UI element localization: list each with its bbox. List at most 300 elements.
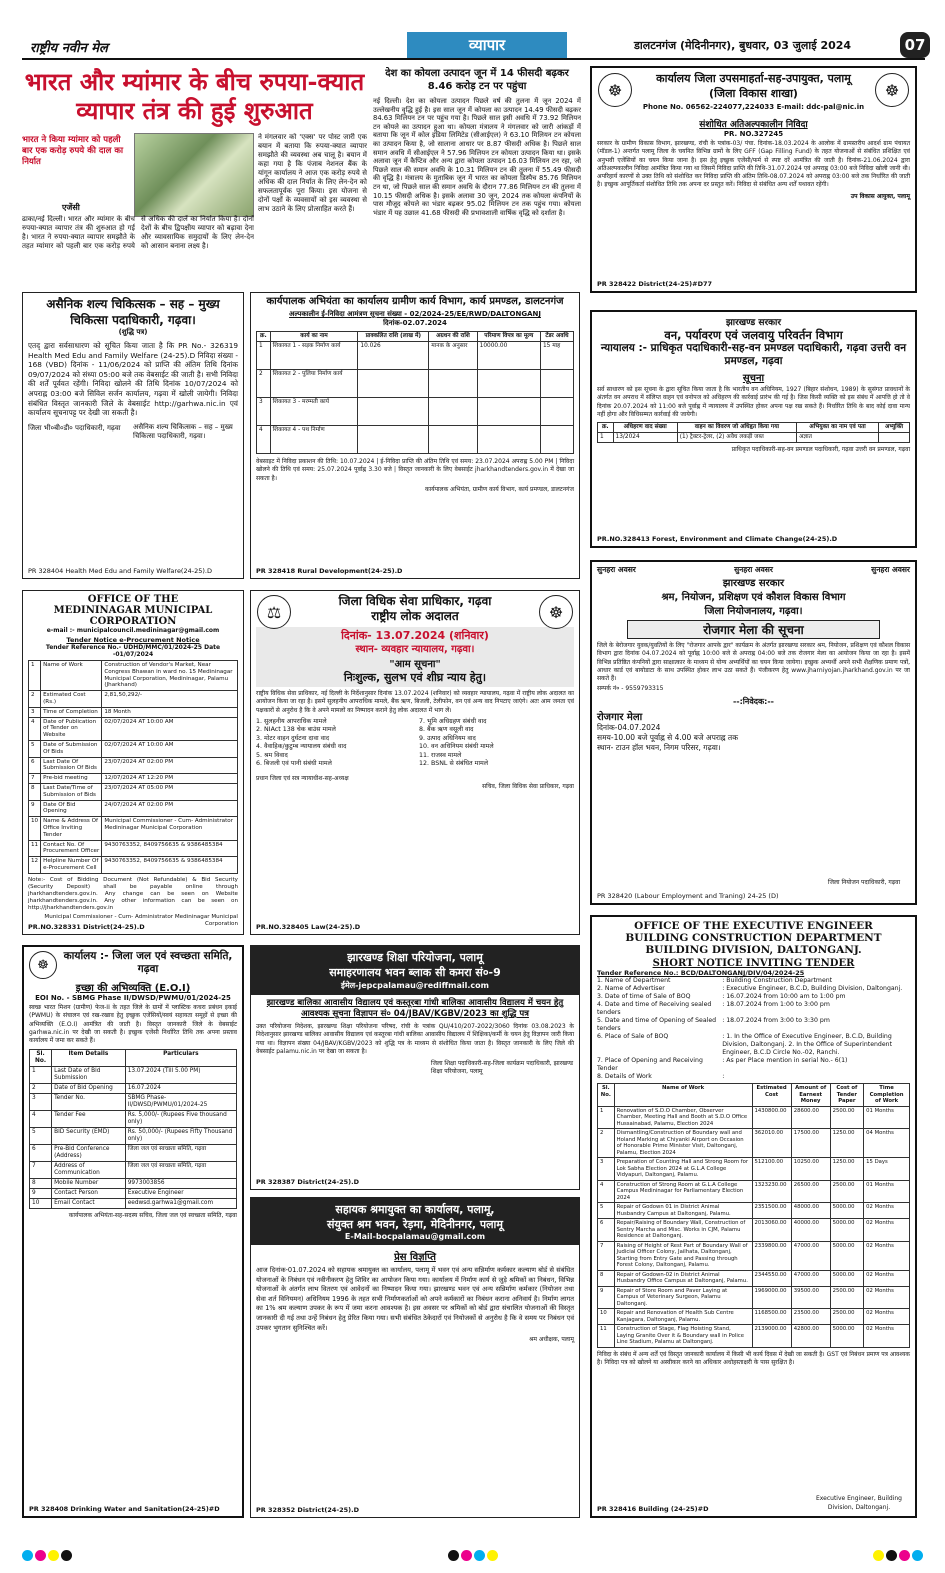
cell: 2344550.00 [752,1270,791,1286]
cell: Last Date Of Submission Of Bids [41,757,102,774]
labour-notice [250,1197,580,1518]
col-header: अभियुक्त का नाम एवं पता [797,423,879,433]
cell: 02 Months [864,1203,910,1219]
cell: 1323230.00 [752,1180,791,1203]
cell: Last Date/Time of Submission of Bids [41,783,102,800]
cell: 5 [29,740,41,757]
legal-title-2: राष्ट्रीय लोक अदालत [371,609,459,623]
municipal-notice [22,590,244,935]
legal-title-1: जिला विधिक सेवा प्राधिकार, गढ़वा [338,594,492,608]
cell: 02 Months [864,1325,910,1348]
coal-headline: देश का कोयला उत्पादन जून में 14 फीसदी बढ़कर 8.46 करोड़ टन पर पहुंचा [385,68,569,92]
cell: 2351500.00 [752,1203,791,1219]
rural-works-notice [250,292,580,579]
ddc-contact: Phone No. 06562-224077,224033 E-mail: ddc-pal@nic.in [642,103,865,111]
cell: 4 [29,717,41,740]
cell: Time of Completion [41,707,102,717]
lead-agency: एजेंसी [62,203,80,212]
scales-icon: ⚖ [257,595,291,629]
muni-ref: Tender Reference No.- UDHD/MMC/01/2024-25 Date -01/07/2024 [45,644,221,658]
cell: 3 [29,707,41,717]
cell: 12 [29,857,41,874]
info-value: : [722,1073,725,1080]
cell [429,370,477,398]
table-row [29,740,238,757]
cell: शिकायत 1 - सड़क निर्माण कार्य [270,342,358,370]
legal-list [256,718,574,769]
table-row [598,1129,910,1158]
col-header: क्र. [598,423,614,433]
table-row [257,398,574,426]
lead-highlight [22,135,130,193]
ddc-heading: संशोधित अतिअल्पकालीन निविदा [699,120,808,130]
col-header: Time Completion of Work [864,1084,910,1107]
cell: 48000.00 [791,1203,830,1219]
cell: BID Security (EMD) [52,1128,126,1145]
cell: 5000.00 [830,1203,864,1219]
info-label: 5. Date and time of Opening of Sealed tenders [597,1017,717,1032]
cell: Repair/Raising of Boundary Wall, Construction of Sentry Marcha and Misc. Works in CJM, Palamu Residence at Daltonganj. [614,1219,752,1242]
cell: Date Of Bid Opening [41,800,102,817]
col-header: Amount of Earnest Money [791,1084,830,1107]
legal-banner [256,627,574,687]
forest-sign: प्राधिकृत पदाधिकारी-सह-वन प्रमण्डल पदाधिकारी, गढ़वा उत्तरी वन प्रमण्डल, गढ़वा [731,446,910,454]
cell: Repair of Godown 01 in District Animal Husbandry Campus at Daltonganj, Palamu. [614,1203,752,1219]
info-label: 2. Name of Advertiser [597,985,665,992]
info-value: : 1. In the Office of Executive Engineer, B.C.D, Building Division, Daltonganj. 2. In the Office of Superintendent Engineer, B.C.D Circle No.-02, Ranchi. [722,1033,893,1056]
legal-sign-2: सचिव, जिला विधिक सेवा प्राधिकार, गढ़वा [482,783,574,791]
legal-body: राष्ट्रीय विधिक सेवा प्राधिकार, नई दिल्ली के निर्देशानुसार दिनांक 13.07.2024 (शनिवार) को व्यवहार न्यायालय, गढ़वा में राष्ट्रीय लोक अदालत का आयोजन किया जा रहा है। इसमें सुलहनीय आपराधिक मामले, बैंक ऋण, बिजली, टेलीफोन, वन एवं अन्य वाद निपटाए जाएंगे। अतः आम जनता एवं पक्षकारों से अनुरोध है कि वे अपने मामलों का निष्पादन कराने हेतु लोक अदालत में भाग लें। [256,690,574,714]
water-body: स्वच्छ भारत मिशन (ग्रामीण) फेज-II के तहत जिले के ग्रामों में प्लास्टिक कचरा प्रबंधन इकाई (PWMU) के संचालन एवं रख-रखाव हेतु इच्छुक एजेंसियों/स्वयं सहायता समूहों से इच्छा की अभिव्यक्ति (E.O.I) आमंत्रित की जाती है। विस्तृत जानकारी जिले के वेबसाईट garhwa.nic.in पर देखी जा सकती है। इच्छुक एजेंसी निर्धारित तिथि तक अपना प्रस्ताव कार्यालय में जमा कर सकते हैं। [29,1004,237,1045]
table-row [30,1145,237,1162]
cell: 11 [598,1325,615,1348]
ddc-body: सरकार के ग्रामीण विकास विभाग, झारखण्ड, रांची के पत्रांक-03/ पंचा. दिनांक-18.03.2024 के आलोक में ग्रामस्तरीय आदर्श ग्राम पंचायत (मॉडल-1) अन्तर्गत पलामू जिला के चयनित विभिन्न ग्रामों के लिए GFF (Gap Filling Fund) के तहत योजनाओं से संबंधित प्रशिक्षित एवं अनुभवी एजेंसियों का चयन किया जाना है। इस हेतु इच्छुक एजेंसी/फर्म से स्पष्ट दरें आमंत्रित की जाती है। दिनांक-21.06.2024 द्वारा अतिअल्पकालीन निविदा आमंत्रित किया गया था जिसमें निविदा प्राप्ति की तिथि-31.07.2024 एवं अपराह्न 03:00 बजे निविदा खोली जानी थी। अपरिहार्य कारणों से उक्त तिथि को संशोधित कर निविदा प्राप्ति की अंतिम तिथि-08.07.2024 को अपराह्न 03:00 बजे तक निर्धारित की जाती है। इच्छुक आपूर्तिकर्ता संशोधित तिथि तक अपना दर प्रस्तुत करें। निविदा से संबंधित अन्य शर्तें यथावत रहेंगी। [597,140,910,189]
ddc-sign: उप विकास आयुक्त, पलामू [850,192,910,200]
civil-sign-1: जिला भी०बी०डी० पदाधिकारी, गढ़वा [28,423,121,432]
cell: 5 [598,1203,615,1219]
cell: 6 [30,1145,52,1162]
cell: Name & Address Of Office Inviting Tender [41,817,102,840]
cell: Repair of Store Room and Paver Laying at Campus of Veterinary Surgeon, Palamu Daltonganj. [614,1286,752,1309]
rural-sign: कार्यपालक अभियंता, ग्रामीण कार्य विभाग, कार्य प्रमण्डल, डालटनगंज [424,485,574,493]
cell [477,398,540,426]
edu-header [251,946,579,995]
list-item: 10. वन अधिनियम संबंधी मामले [419,743,494,751]
cell: 5000.00 [830,1270,864,1286]
cell: 1168500.00 [752,1309,791,1325]
cell: 9430763352, 8409756635 & 9386485384 [102,840,238,857]
info-label: 4. Date and time of Receiving sealed tenders [597,1001,712,1016]
cell: 7 [29,774,41,784]
cell: 2339800.00 [752,1241,791,1270]
cell: Preparation of Counting Hall and Strong Room for Lok Sabha Election 2024 at G.L.A College Vidyapuri, Daltonganj, Palamu. [614,1158,752,1181]
table-row [29,717,238,740]
water-sign: कार्यपालक अभियंता-सह-सदस्य सचिव, जिला जल एवं स्वच्छता समिति, गढ़वा [68,1212,237,1220]
cell: 2013060.00 [752,1219,791,1242]
cell: 13.07.2024 (Till 5.00 PM) [125,1067,236,1084]
cell: 5 [30,1128,52,1145]
cell: Pre-Bid Conference (Address) [52,1145,126,1162]
emblem-icon: ☸ [875,73,909,107]
cell: 9430763352, 8409756635 & 9386485384 [102,857,238,874]
cell: 7 [30,1162,52,1179]
cell: 10 [29,817,41,840]
col-header: परिमाण विपत्र का मूल्य [477,332,540,342]
table-row [30,1189,237,1199]
table-row [29,707,238,717]
legal-slogan: निःशुल्क, सुलभ एवं शीघ्र न्याय हेतु। [343,671,487,684]
list-item: 2. NIAct 138 चेक बाउंस मामले [256,726,336,734]
rozgar-title-3: जिला नियोजनालय, गढ़वा। [704,606,803,617]
forest-pr: PR.NO.328413 Forest, Environment and Climate Change(24-25).D [597,535,838,543]
cell: Estimated Cost (Rs.) [41,691,102,708]
ddc-notice [590,66,917,293]
rozgar-heading: रोजगार मेला की सूचना [627,620,880,639]
info-line [597,1057,910,1073]
education-notice [250,945,580,1190]
muni-title-2: MEDININAGAR MUNICIPAL CORPORATION [53,605,213,627]
cell: जिला जल एवं स्वच्छता समिति, गढ़वा [125,1162,236,1179]
cell: 2139000.00 [752,1325,791,1348]
cell [358,398,429,426]
legal-pr: PR.NO.328405 Law(24-25).D [256,923,361,931]
info-value: : 18.07.2024 from 1:00 to 3:00 pm [722,1001,830,1008]
cell: 47000.00 [791,1241,830,1270]
bcd-heading: SHORT NOTICE INVITING TENDER [652,958,855,969]
cell: 2 [257,370,271,398]
cell: 02 Months [864,1219,910,1242]
forest-table [597,422,910,443]
cell: Construction of Stage, Flag Hoisting Stand, Laying Granite Over it & Boundary wall in Police Line Stadium, Palamu at Daltonganj. [614,1325,752,1348]
cell [429,426,477,454]
rozgar-sign: जिला नियोजन पदाधिकारी, गढ़वा [827,878,901,886]
col-header: क्र. [257,332,271,342]
table-row [598,1106,910,1129]
civil-sign-2: असैनिक शल्य चिकित्सक – सह – मुख्य चिकित्सा पदाधिकारी, गढ़वा। [133,422,233,440]
table-row [30,1084,237,1094]
table-row [30,1128,237,1145]
table-row [598,1309,910,1325]
table-row [30,1067,237,1084]
col-header: Sl. No. [598,1084,615,1107]
cell: eedwsd.garhwa1@gmail.com [125,1199,236,1209]
rural-date: दिनांक-02.07.2024 [383,319,447,327]
legal-aam: "आम सूचना" [389,659,441,670]
cell: 1969000.00 [752,1286,791,1309]
rural-table [256,331,574,454]
dateline: डालटनगंज (मेदिनीनगर), बुधवार, 03 जुलाई 2024 [634,39,852,52]
cell: 8 [598,1270,615,1286]
edu-pr: PR 328387 District(24-25).D [256,1178,360,1186]
cell: 10.026 [358,342,429,370]
info-value: : Building Construction Department [722,977,833,984]
labour-body: आज दिनांक-01.07.2024 को सहायक श्रमायुक्त का कार्यालय, पलामू में भवन एवं अन्य सन्निर्माण कर्मकार कल्याण बोर्ड से संबंधित योजनाओं के निबंधन एवं नवीनीकरण हेतु शिविर का आयोजन किया गया। कार्यालय में निर्माण कार्य से जुड़े श्रमिकों का निबंधन, विभिन्न योजनाओं के अंतर्गत लाभ वितरण एवं आवेदनों का निष्पादन किया गया। झारखण्ड भवन एवं अन्य सन्निर्माण कर्मकार (नियोजन तथा सेवा शर्त विनियमन) अधिनियम 1996 के तहत सभी निर्माणकर्ताओं को अपने कर्मकारों का निबंधन कराना अनिवार्य है। निर्माण लागत का 1% श्रम कल्याण उपकर के रूप में जमा करना आवश्यक है। इस अवसर पर श्रमिकों को बोर्ड द्वारा संचालित योजनाओं की विस्तृत जानकारी दी गई तथा उन्हें निबंधन हेतु प्रेरित किया गया। सभी संबंधित ठेकेदारों एवं नियोजकों से अनुरोध है कि वे समय पर निबंधन एवं उपकर भुगतान सुनिश्चित करें। [256,1266,574,1332]
col-header: Name of Work [614,1084,752,1107]
cell: 13/2024 [613,433,677,443]
muni-email: e-mail :- municipalcouncil.medininagar@gmail.com [46,627,220,634]
table-row [257,342,574,370]
list-item: 1. सुलहनीय आपराधिक मामले [256,717,327,725]
info-value: : 18.07.2024 from 3:00 to 3:30 pm [722,1017,830,1024]
water-heading: इच्छा की अभिव्यक्ति (E.O.I) [75,983,191,994]
cell: 10250.00 [791,1158,830,1181]
lead-body-1: ढाका/नई दिल्ली। भारत और म्यांमार के बीच रुपया-क्यात व्यापार तंत्र की शुरुआत हो गई है। भारत ने रुपया-क्यात व्यापार समझौते के तहत म्यांमार को पहली बार एक करोड़ रुपये से अधिक की दालें का निर्यात किया है। दोनों देशों के बीच द्विपक्षीय व्यापार को बढ़ावा देना और व्यावसायिक समुदायों के लिए लेन-देन को आसान बनाना लक्ष्य है। [22,215,254,250]
bcd-ref: Tender Reference No.: BCD/DALTONGANJ/DIV/04/2024-25 [597,969,805,977]
table-row [29,857,238,874]
cell: 10 [598,1309,615,1325]
cell: 15 Days [864,1158,910,1181]
cell: Contact Person [52,1189,126,1199]
rural-pr: PR 328418 Rural Development(24-25).D [256,567,403,575]
bcd-title-2: BUILDING CONSTRUCTION DEPARTMENT [625,932,882,944]
rural-title: कार्यपालक अभियंता का कार्यालय ग्रामीण कार्य विभाग, कार्य प्रमण्डल, डालटनगंज [266,296,564,307]
cell: Date of Submission Of Bids [41,740,102,757]
cell: 4 [30,1111,52,1128]
table-header-row [257,332,574,342]
cell: Name of Work [41,661,102,691]
cell: 40000.00 [791,1219,830,1242]
cell: 01 Months [864,1180,910,1203]
cell: 02/07/2024 AT 10:00 AM [102,740,238,757]
page-number: 07 [900,32,930,58]
info-line [597,993,910,1001]
edu-title-2: समाहरणालय भवन ब्लाक सी कमरा सं०-9 [329,966,501,979]
labour-sign: श्रम अधीक्षक, पलामू [529,1336,574,1344]
cell: (1) ट्रैक्टर-ट्रेलर, (2) अवैध लकड़ी जब्त [677,433,796,443]
table-row [29,800,238,817]
table-row [598,433,910,443]
cell: 2500.00 [830,1180,864,1203]
cell: Rs. 50,000/- (Rupees Fifty Thousand only) [125,1128,236,1145]
cell: 02 Months [864,1241,910,1270]
list-item: 3. मोटर वाहन दुर्घटना दावा वाद [256,734,330,742]
labour-pr: PR 328352 District(24-25).D [256,1506,360,1514]
table-row [29,661,238,691]
rozgar-notice [590,560,917,905]
mela-place: स्थान- टाउन हॉल भवन, निगम परिसर, गढ़वा। [597,742,721,752]
col-header: अधिहरण वाद संख्या [613,423,677,433]
forest-heading: सूचना [742,373,765,384]
list-item: 6. बिजली एवं पानी संबंधी मामले [256,760,332,768]
cell: 3 [257,398,271,426]
cell: 9 [598,1286,615,1309]
cell [477,426,540,454]
cell [358,426,429,454]
cell: 11 [29,840,41,857]
labour-email: E-Mail-bocpalamau@gmail.com [344,1232,486,1241]
info-label: 6. Place of Sale of BOQ [597,1033,669,1040]
cell: 42800.00 [791,1325,830,1348]
table-row [598,1325,910,1348]
cell: SBMG Phase-II/DWSD/PWMU/01/2024-25 [125,1094,236,1111]
cell: 2500.00 [830,1106,864,1129]
cell: 9 [29,800,41,817]
civil-body: एतद् द्वारा सर्वसाधारण को सूचित किया जाता है कि PR No.- 326319 Health Med Edu and Family Welfare (24-25).D निविदा संख्या - 168 (VBD) दिनांक - 11/06/2024 को प्राप्ति की अंतिम तिथि दिनांक 09/07/2024 को संध्या 05:00 बजे तक वेबसाईट की जाती है। सभी निविदा की शर्तें पूर्ववत रहेंगी। निविदा खोलने की तिथि दिनांक 10/07/2024 को अपराह्न 03:00 बजे सिविल सर्जन कार्यालय, गढ़वा में खोली जायेगी। निविदा संबंधित विस्तृत जानकारी जिले के वेबसाईट http://garhwa.nic.in एवं कार्यालय सूचनापट्ट पर देखी जा सकती है। [28,341,238,418]
edu-body: उक्त परियोजना निदेशक, झारखण्ड शिक्षा परियोजना परिषद, रांची के पत्रांक QU/410/207-2022/3060 दिनांक 03.08.2023 के निदेशानुसार झारखण्ड बालिका आवासीय विद्यालय एवं कस्तूरबा गांधी बालिका आवासीय विद्यालय में शिक्षिका/कर्मी के चयन हेतु विज्ञापन जारी किया गया था। विज्ञापन संख्या 04/JBAV/KGBV/2023 को शुद्धि पत्र के माध्यम से संशोधित किया जाता है। विस्तृत जानकारी के लिए जिले की वेबसाईट palamu.nic.in पर देखा जा सकता है। [256,1023,574,1055]
cell [477,370,540,398]
rozgar-nivedak: --:निवेदक:-- [732,696,775,706]
cell: 23/07/2024 AT 02:00 PM [102,757,238,774]
cell: 12/07/2024 AT 12:20 PM [102,774,238,784]
cell: 4 [257,426,271,454]
cell: शिकायत 4 - पथ निर्माण [270,426,358,454]
table-row [29,817,238,840]
rozgar-title-2: श्रम, नियोजन, प्रशिक्षण एवं कौशल विकास विभाग [661,592,846,603]
water-pr: PR 328408 Drinking Water and Sanitation(24-25)#D [29,1505,220,1513]
water-ref: EOI No. - SBMG Phase II/DWSD/PWMU/01/2024-25 [35,994,231,1002]
civil-title: असैनिक शल्य चिकित्सक – सह – मुख्य चिकित्सा पदाधिकारी, गढ़वा। [46,297,220,327]
highlight-text: भारत ने किया म्यांमार को पहली बार एक करोड़ रुपये की दाल का निर्यात [22,135,124,167]
ddc-ref: PR. NO.327245 [723,130,784,138]
lead-article [22,67,367,292]
cell: 02 Months [864,1309,910,1325]
cell: 2500.00 [830,1309,864,1325]
cell: 1 [257,342,271,370]
cell: 24/07/2024 AT 02:00 PM [102,800,238,817]
cell [429,398,477,426]
list-item: 12. BSNL से संबंधित मामले [419,760,489,768]
table-row [598,1180,910,1203]
water-title: कार्यालय :- जिला जल एवं स्वच्छता समिति, गढ़वा [63,950,233,975]
cell: 47000.00 [791,1270,830,1286]
table-row [30,1162,237,1179]
muni-sub: Tender Notice e-Procurement Notice [66,636,200,644]
cell: 362010.00 [752,1129,791,1158]
cell: 17500.00 [791,1129,830,1158]
cell: Construction of Strong Room at G.L.A College Campus Medininagar for Parliamentary Election 2024 [614,1180,752,1203]
list-item: 9. उत्पाद अधिनियम वाद [419,734,476,742]
tag-label: सुनहरा अवसर [597,565,636,574]
edu-heading: झारखण्ड बालिका आवासीय विद्यालय एवं कस्तूरबा गांधी बालिका आवासीय विद्यालय में चयन हेतु आवश्यक सूचना विज्ञापन सं० 04/JBAV/KGBV/2023 का शुद्धि पत्र [266,998,564,1019]
legal-sign-1: प्रधान जिला एवं सत्र न्यायाधीश-सह-अध्यक्ष [256,774,349,782]
col-header: कार्य का नाम [270,332,358,342]
cell: 5000.00 [830,1325,864,1348]
cell: 3 [598,1158,615,1181]
forest-title-1: झारखण्ड सरकार [725,318,782,328]
water-notice [22,945,244,1518]
cell: Dismantling/Construction of Boundary wall and Holand Marking at Chiyanki Airport on Occasion of Honorable Prime Minister Visit, Daltonganj, Palamu, Election 2024 [614,1129,752,1158]
table-row [29,691,238,708]
cell: 9973003856 [125,1179,236,1189]
labour-title-1: सहायक श्रमायुक्त का कार्यालय, पलामू, [335,1203,495,1216]
civil-sub: (शुद्धि पत्र) [118,328,148,336]
bcd-sign: Executive Engineer, Building Division, Daltonganj. [816,1495,902,1511]
table-row [598,1219,910,1242]
cell: 2,81,50,292/- [102,691,238,708]
cell: Email Contact [52,1199,126,1209]
cell: Renovation of S.D.O Chamber, Observer Chamber, Meeting Hall and Booth at S.D.O Office Hussainabad, Palamu, Election 2024 [614,1106,752,1129]
forest-title-2: वन, पर्यावरण एवं जलवायु परिवर्तन विभाग [664,328,843,342]
lead-photo [134,133,254,217]
table-row [29,783,238,800]
mela-time: समय-10.00 बजे पूर्वाह्न से 4.00 बजे अपराह्न तक [597,732,738,742]
col-header: टेंडर अवधि [540,332,573,342]
cell: 23500.00 [791,1309,830,1325]
muni-pr: PR.NO.328331 District(24-25).D [28,923,145,931]
col-header: प्राक्कलित राशि (लाख में) [358,332,429,342]
cell: Tender Fee [52,1111,126,1128]
table-row [29,774,238,784]
cell: Raising of Height of Rest Part of Boundary Wall of Judicial Officer Colony, Jailhata, Daltonganj, Starting from Entry Gate and Passing through Forest Colony, Daltonganj, Palamu. [614,1241,752,1270]
mela-date: दिनांक-04.07.2024 [597,722,661,732]
cell: जिला जल एवं स्वच्छता समिति, गढ़वा [125,1145,236,1162]
table-row [30,1111,237,1128]
muni-note: Note:- Cost of Bidding Document (Not Refundable) & Bid Security (Security Deposit) shall be payable online through jharkhandtenders.gov.in. Any change can be seen on Website jharkhandtenders.gov.in. Any other information can be seen on http://jharkhandtenders.gov.in [28,876,238,911]
info-line [597,1001,910,1017]
emblem-icon: ☸ [598,73,632,107]
labour-header [251,1198,579,1245]
rozgar-contact: सम्पर्क नं० - 9559793315 [597,685,664,693]
legal-date: दिनांक- 13.07.2024 (शनिवार) [341,629,489,642]
cell: Construction of Vendor's Market, Near Congress Bhawan in ward no. 15 Medininagar Municipal Corporation, Medininagar, Palamu (Jharkhand) [102,661,238,691]
table-row [30,1199,237,1209]
color-registration-strip [22,1546,925,1560]
rural-notice-no: अल्पकालीन ई-निविदा आमंत्रण सूचना संख्या - 02/2024-25/EE/RWD/DALTONGANJ [289,310,541,318]
table-row [598,1203,910,1219]
bcd-notes: निविदा के संबंध में अन्य शर्तें एवं विस्तृत जानकारी कार्यालय में किसी भी कार्य दिवस में देखी जा सकती है। GST एवं निबंधन प्रमाण पत्र आवश्यक है। निविदा पत्र को खोलने या अस्वीकार करने का अधिकार अधोहस्ताक्षरी के पास सुरक्षित है। [597,1350,910,1366]
bcd-pr: PR 328416 Building (24-25)#D [597,1505,709,1513]
col-header: Item Details [52,1050,126,1067]
lead-body-2: ने मंगलवार को 'एक्स' पर पोस्ट जारी एक बयान में बताया कि रुपया-क्यात व्यापार समझौते की व्यवस्था अब चालू है। बयान में कहा गया है कि पंजाब नेशनल बैंक के यांगून कार्यालय ने आज एक करोड़ रुपये से अधिक की दाल निर्यात के लिए लेन-देन को सफलतापूर्वक पूरा किया। इस योजना से दोनों पक्षों के व्यवसायों को इस व्यवस्था से लाभ उठाने के लिए प्रोत्साहित करते हैं। [258,133,367,213]
muni-sign: Municipal Commissioner - Cum- Administrator Medininagar Municipal Corporation [44,913,238,927]
mela-title: रोजगार मेला [597,711,643,723]
cell: Municipal Commissioner - Cum- Administrator Medininagar Municipal Corporation [102,817,238,840]
table-row [29,840,238,857]
cell: Contact No. Of Procurement Officer [41,840,102,857]
cell: 4 [598,1180,615,1203]
cell: 2 [30,1084,52,1094]
water-table [29,1049,237,1209]
cell: 2 [598,1129,615,1158]
bcd-table [597,1083,910,1348]
table-row [598,1286,910,1309]
cell: 16.07.2024 [125,1084,236,1094]
edu-title-1: झारखण्ड शिक्षा परियोजना, पलामू [347,951,483,964]
lead-headline: भारत और म्यांमार के बीच रुपया-क्यात व्यापार तंत्र की हुई शुरुआत [24,67,365,125]
section-label: व्यापार [407,32,567,58]
cell: 1430800.00 [752,1106,791,1129]
cell: 02 Months [864,1286,910,1309]
labour-title-2: संयुक्त श्रम भवन, रेड़मा, मेदिनीनगर, पलामू [327,1218,503,1231]
bcd-title-1: OFFICE OF THE EXECUTIVE ENGINEER [634,920,873,932]
rozgar-pr: PR 328420 (Labour Employment and Traning) 24-25 (D) [597,892,779,900]
cell: Pre-bid meeting [41,774,102,784]
rozgar-title-1: झारखण्ड सरकार [722,578,785,589]
cell: Rs. 5,000/- (Rupees Five thousand only) [125,1111,236,1128]
list-item: 4. वैवाहिक/कुटुम्ब न्यायालय संबंधी वाद [256,743,347,751]
table-row [30,1179,237,1189]
emblem-icon: ☸ [539,595,573,629]
color-swatches-left [22,1546,74,1560]
cell: 39500.00 [791,1286,830,1309]
col-header: अग्रधन की राशि [429,332,477,342]
list-item: 8. बैंक ऋण वसूली वाद [419,726,474,734]
cell: 28600.00 [791,1106,830,1129]
list-item: 5. श्रम विवाद [256,751,288,759]
civil-pr: PR 328404 Health Med Edu and Family Welfare(24-25).D [28,567,212,575]
forest-title-3: न्यायालय :- प्राधिकृत पदाधिकारी-सह-वन प्रमण्डल पदाधिकारी, गढ़वा उत्तरी वन प्रमण्डल, गढ़वा [600,342,907,367]
table-row [257,426,574,454]
info-value: : 16.07.2024 from 10:00 am to 1:00 pm [722,993,846,1000]
tag-label: सुनहरा अवसर [871,565,910,574]
table-row [257,370,574,398]
info-line [597,1033,910,1057]
bcd-notice [590,915,917,1518]
cell: 02/07/2024 AT 10:00 AM [102,717,238,740]
cell: 10000.00 [477,342,540,370]
cell: शिकायत 3 - मरम्मती कार्य [270,398,358,426]
tag-label: सुनहरा अवसर [734,565,773,574]
